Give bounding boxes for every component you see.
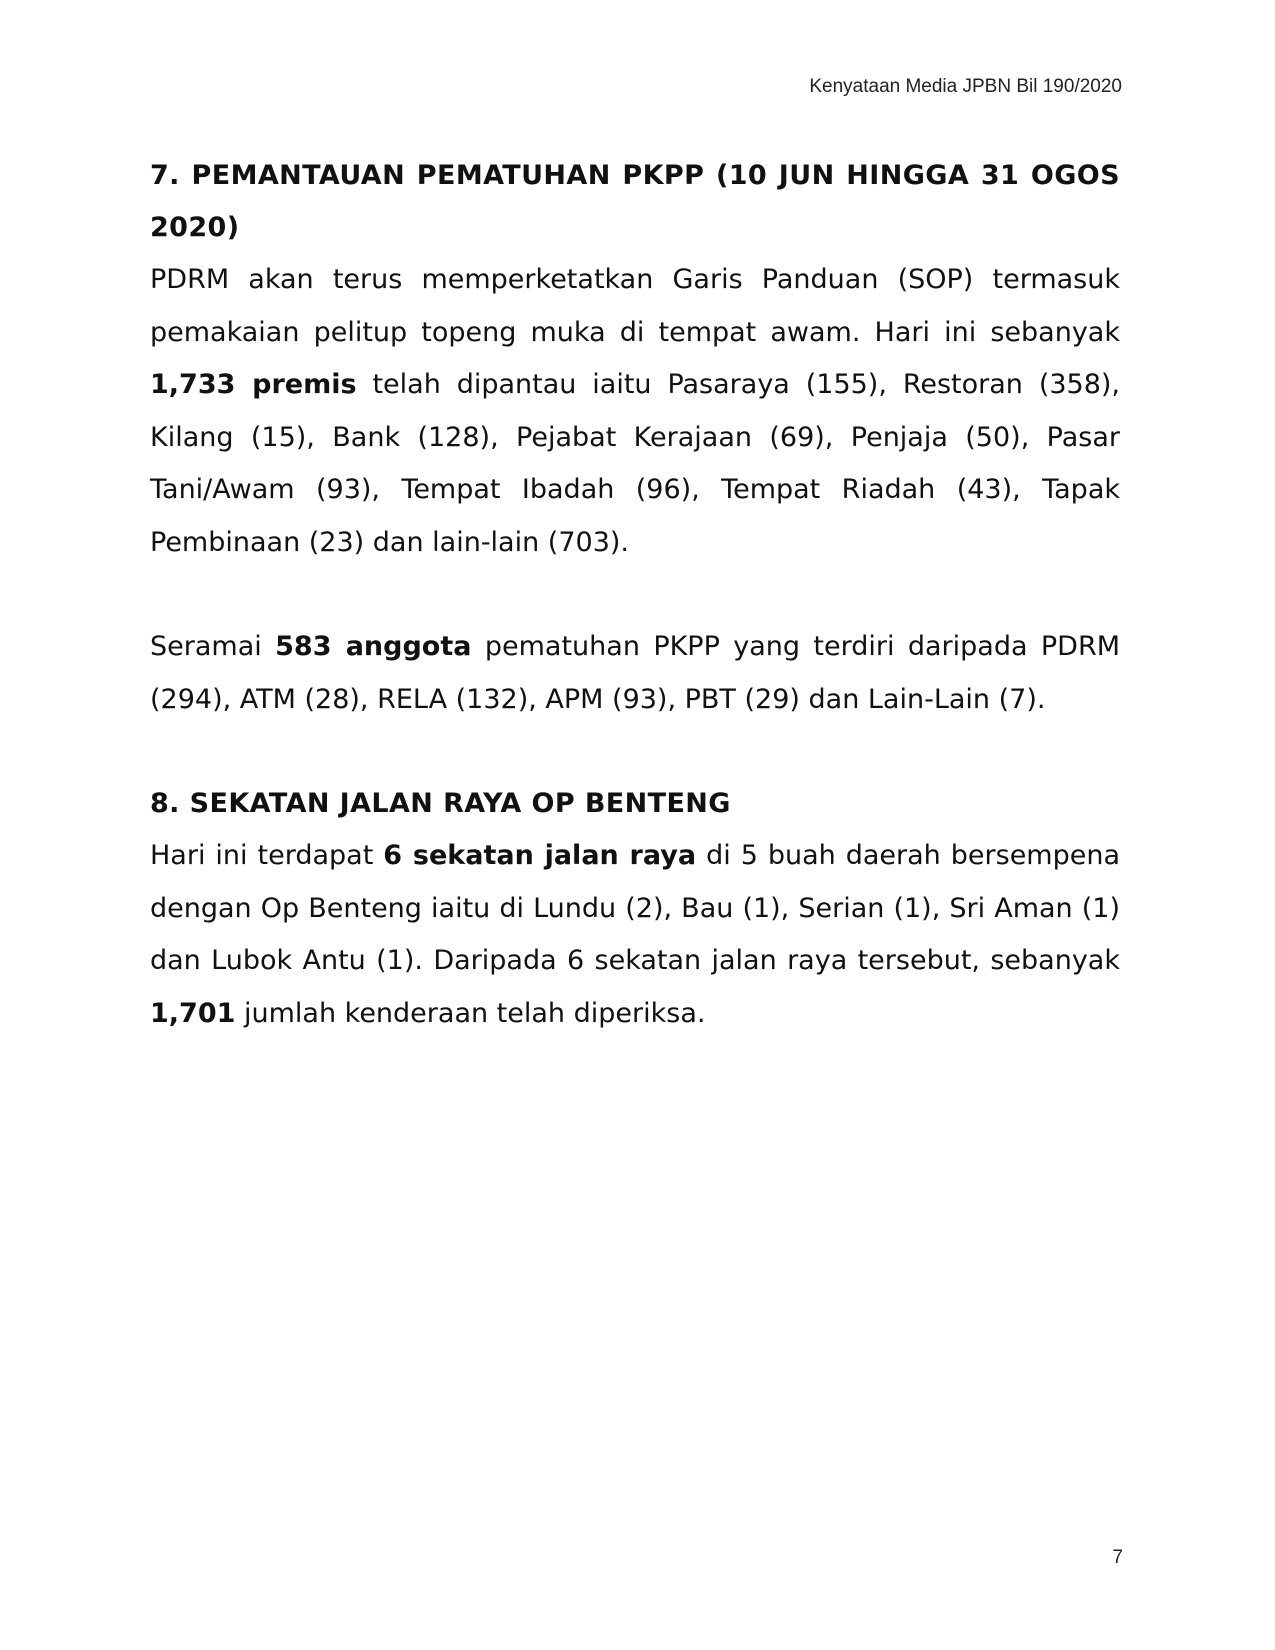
section-7-p2-member-count: 583 anggota: [275, 631, 472, 662]
section-8-title: 8. SEKATAN JALAN RAYA OP BENTENG: [150, 788, 731, 819]
section-8-p1-vehicle-count: 1,701: [150, 997, 236, 1029]
section-7-p1-text-2: telah dipantau iaitu Pasaraya (155), Restoran (358), Kilang (15), Bank (128), Pejabat Kerajaan (69), Penjaja (50), Pasar Tani/Awam (93), Tempat Ibadah (96), Tempat Riadah (43), Tapak Pembinaan (23) dan lain-lain (703).: [150, 369, 1121, 558]
paragraph-spacer: [150, 569, 1120, 621]
section-8-p1-text-2: di 5 buah daerah bersempena dengan Op Benteng iaitu di Lundu (2), Bau (1), Serian (1), Sri Aman (1) dan Lubok Antu (1). Daripada 6 sekatan jalan raya tersebut, sebanyak: [150, 840, 1121, 976]
section-8-p1-text-1: Hari ini terdapat: [150, 840, 384, 871]
section-7-p2-text-1: Seramai: [150, 631, 276, 662]
paragraph-spacer: [150, 726, 1120, 778]
section-7-title: 7. PEMANTAUAN PEMATUHAN PKPP (10 JUN HINGGA 31 OGOS 2020): [150, 160, 1120, 243]
section-7-p1-text-1: PDRM akan terus memperketatkan Garis Panduan (SOP) termasuk pemakaian pelitup topeng muka di tempat awam. Hari ini sebanyak: [150, 264, 1120, 348]
section-7-paragraph-2: [150, 621, 1120, 726]
section-7-p1-premises-count: 1,733 premis: [150, 369, 357, 400]
document-body: [150, 150, 1120, 1040]
section-8-p1-roadblock-count: 6 sekatan jalan raya: [383, 840, 697, 871]
section-7-paragraph-1: [150, 254, 1120, 569]
page-number: 7: [1112, 1547, 1123, 1568]
section-8-p1-text-3: jumlah kenderaan telah diperiksa.: [235, 997, 706, 1029]
section-8-paragraph-1: [150, 830, 1120, 1040]
document-reference-header: Kenyataan Media JPBN Bil 190/2020: [809, 76, 1122, 97]
section-7-p2-text-2: pematuhan PKPP yang terdiri daripada PDRM (294), ATM (28), RELA (132), APM (93), PBT (29) dan Lain-Lain (7).: [150, 631, 1121, 715]
